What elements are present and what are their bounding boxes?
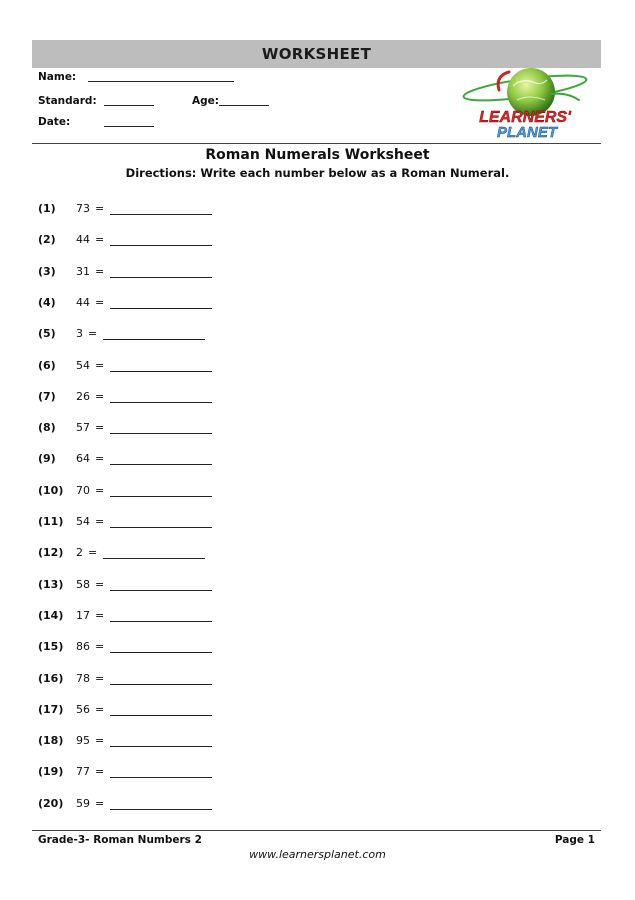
age-label: Age: bbox=[192, 95, 219, 107]
equals-sign: = bbox=[95, 202, 105, 215]
question-value: 95 bbox=[76, 734, 90, 748]
question-value: 78 bbox=[76, 671, 90, 685]
answer-blank[interactable] bbox=[110, 736, 212, 747]
question-number: (6) bbox=[38, 358, 56, 372]
equals-sign: = bbox=[88, 546, 98, 560]
answer-blank[interactable] bbox=[110, 705, 212, 716]
equals-sign: = bbox=[95, 796, 105, 810]
header-divider bbox=[32, 143, 601, 144]
question-number: (1) bbox=[38, 202, 56, 215]
equals-sign: = bbox=[95, 765, 105, 779]
question-row bbox=[38, 202, 212, 216]
question-number: (5) bbox=[38, 327, 56, 341]
question-value: 44 bbox=[76, 233, 90, 247]
date-field bbox=[38, 116, 154, 128]
question-value: 70 bbox=[76, 483, 90, 497]
answer-blank[interactable] bbox=[110, 642, 212, 653]
question-row bbox=[38, 672, 212, 686]
question-number: (12) bbox=[38, 546, 64, 560]
answer-blank[interactable] bbox=[103, 548, 205, 559]
answer-blank[interactable] bbox=[110, 767, 212, 778]
worksheet-title: Roman Numerals Worksheet bbox=[205, 147, 430, 163]
question-value: 44 bbox=[76, 295, 90, 309]
banner-title: WORKSHEET bbox=[261, 45, 372, 63]
equals-sign: = bbox=[95, 452, 105, 466]
answer-blank[interactable] bbox=[103, 329, 205, 340]
question-row bbox=[38, 797, 212, 811]
question-value: 54 bbox=[76, 358, 90, 372]
equals-sign: = bbox=[95, 358, 105, 372]
footer-page-number: Page 1 bbox=[554, 834, 595, 846]
equals-sign: = bbox=[95, 577, 105, 591]
question-value: 2 bbox=[76, 546, 83, 560]
name-blank bbox=[88, 71, 234, 82]
question-value: 58 bbox=[76, 577, 90, 591]
equals-sign: = bbox=[95, 233, 105, 247]
standard-blank bbox=[104, 95, 154, 106]
answer-blank[interactable] bbox=[110, 454, 212, 465]
question-number: (10) bbox=[38, 483, 64, 497]
question-row bbox=[38, 765, 212, 779]
age-blank bbox=[219, 95, 269, 106]
answer-blank[interactable] bbox=[110, 235, 212, 246]
worksheet-banner bbox=[32, 40, 601, 68]
standard-field bbox=[38, 95, 154, 107]
question-row bbox=[38, 546, 205, 560]
question-number: (4) bbox=[38, 295, 56, 309]
answer-blank[interactable] bbox=[110, 580, 212, 591]
question-value: 31 bbox=[76, 264, 90, 278]
answer-blank[interactable] bbox=[110, 298, 212, 309]
question-number: (19) bbox=[38, 765, 64, 779]
question-value: 73 bbox=[76, 202, 90, 215]
footer-grade: Grade-3- Roman Numbers 2 bbox=[38, 834, 202, 846]
answer-blank[interactable] bbox=[110, 517, 212, 528]
answer-blank[interactable] bbox=[110, 392, 212, 403]
question-row bbox=[38, 421, 212, 435]
question-number: (17) bbox=[38, 702, 64, 716]
question-row bbox=[38, 265, 212, 279]
question-value: 86 bbox=[76, 640, 90, 654]
question-row bbox=[38, 390, 212, 404]
equals-sign: = bbox=[95, 702, 105, 716]
question-number: (16) bbox=[38, 671, 64, 685]
question-row bbox=[38, 640, 212, 654]
question-value: 56 bbox=[76, 702, 90, 716]
worksheet-directions: Directions: Write each number below as a Roman Numeral. bbox=[125, 166, 510, 180]
question-number: (2) bbox=[38, 233, 56, 247]
equals-sign: = bbox=[95, 421, 105, 435]
question-number: (7) bbox=[38, 389, 56, 403]
question-row bbox=[38, 233, 212, 247]
answer-blank[interactable] bbox=[110, 361, 212, 372]
date-label: Date: bbox=[38, 116, 71, 128]
answer-blank[interactable] bbox=[110, 611, 212, 622]
answer-blank[interactable] bbox=[110, 267, 212, 278]
question-row bbox=[38, 578, 212, 592]
answer-blank[interactable] bbox=[110, 486, 212, 497]
name-field bbox=[38, 71, 234, 83]
equals-sign: = bbox=[95, 671, 105, 685]
question-value: 57 bbox=[76, 421, 90, 435]
equals-sign: = bbox=[95, 515, 105, 528]
question-row bbox=[38, 327, 205, 341]
date-blank bbox=[104, 116, 154, 127]
equals-sign: = bbox=[95, 295, 105, 309]
question-row bbox=[38, 703, 212, 717]
question-value: 54 bbox=[76, 515, 90, 528]
equals-sign: = bbox=[95, 389, 105, 403]
question-number: (20) bbox=[38, 796, 64, 810]
question-row bbox=[38, 609, 212, 623]
question-row bbox=[38, 515, 212, 529]
question-number: (13) bbox=[38, 577, 64, 591]
name-label: Name: bbox=[38, 71, 77, 83]
question-row bbox=[38, 734, 212, 748]
question-row bbox=[38, 452, 212, 466]
equals-sign: = bbox=[95, 483, 105, 497]
footer-divider bbox=[32, 830, 601, 831]
age-field bbox=[192, 95, 269, 107]
equals-sign: = bbox=[95, 264, 105, 278]
equals-sign: = bbox=[95, 640, 105, 654]
question-value: 64 bbox=[76, 452, 90, 466]
answer-blank[interactable] bbox=[110, 204, 212, 215]
question-value: 26 bbox=[76, 389, 90, 403]
question-value: 17 bbox=[76, 608, 90, 622]
footer-website: www.learnersplanet.com bbox=[249, 848, 386, 861]
answer-blank[interactable] bbox=[110, 423, 212, 434]
question-row bbox=[38, 484, 212, 498]
equals-sign: = bbox=[95, 608, 105, 622]
question-value: 59 bbox=[76, 796, 90, 810]
answer-blank[interactable] bbox=[110, 674, 212, 685]
logo-line2: PLANET bbox=[497, 124, 557, 141]
equals-sign: = bbox=[88, 327, 98, 341]
question-number: (14) bbox=[38, 608, 64, 622]
question-value: 3 bbox=[76, 327, 83, 341]
question-row bbox=[38, 359, 212, 373]
question-value: 77 bbox=[76, 765, 90, 779]
learners-planet-logo bbox=[455, 66, 595, 142]
answer-blank[interactable] bbox=[110, 799, 212, 810]
question-number: (9) bbox=[38, 452, 56, 466]
question-number: (11) bbox=[38, 515, 64, 528]
question-number: (8) bbox=[38, 421, 56, 435]
question-number: (18) bbox=[38, 734, 64, 748]
question-row bbox=[38, 296, 212, 310]
equals-sign: = bbox=[95, 734, 105, 748]
standard-label: Standard: bbox=[38, 95, 97, 107]
logo-line1: LEARNERS' bbox=[479, 109, 571, 126]
question-number: (3) bbox=[38, 264, 56, 278]
question-number: (15) bbox=[38, 640, 64, 654]
